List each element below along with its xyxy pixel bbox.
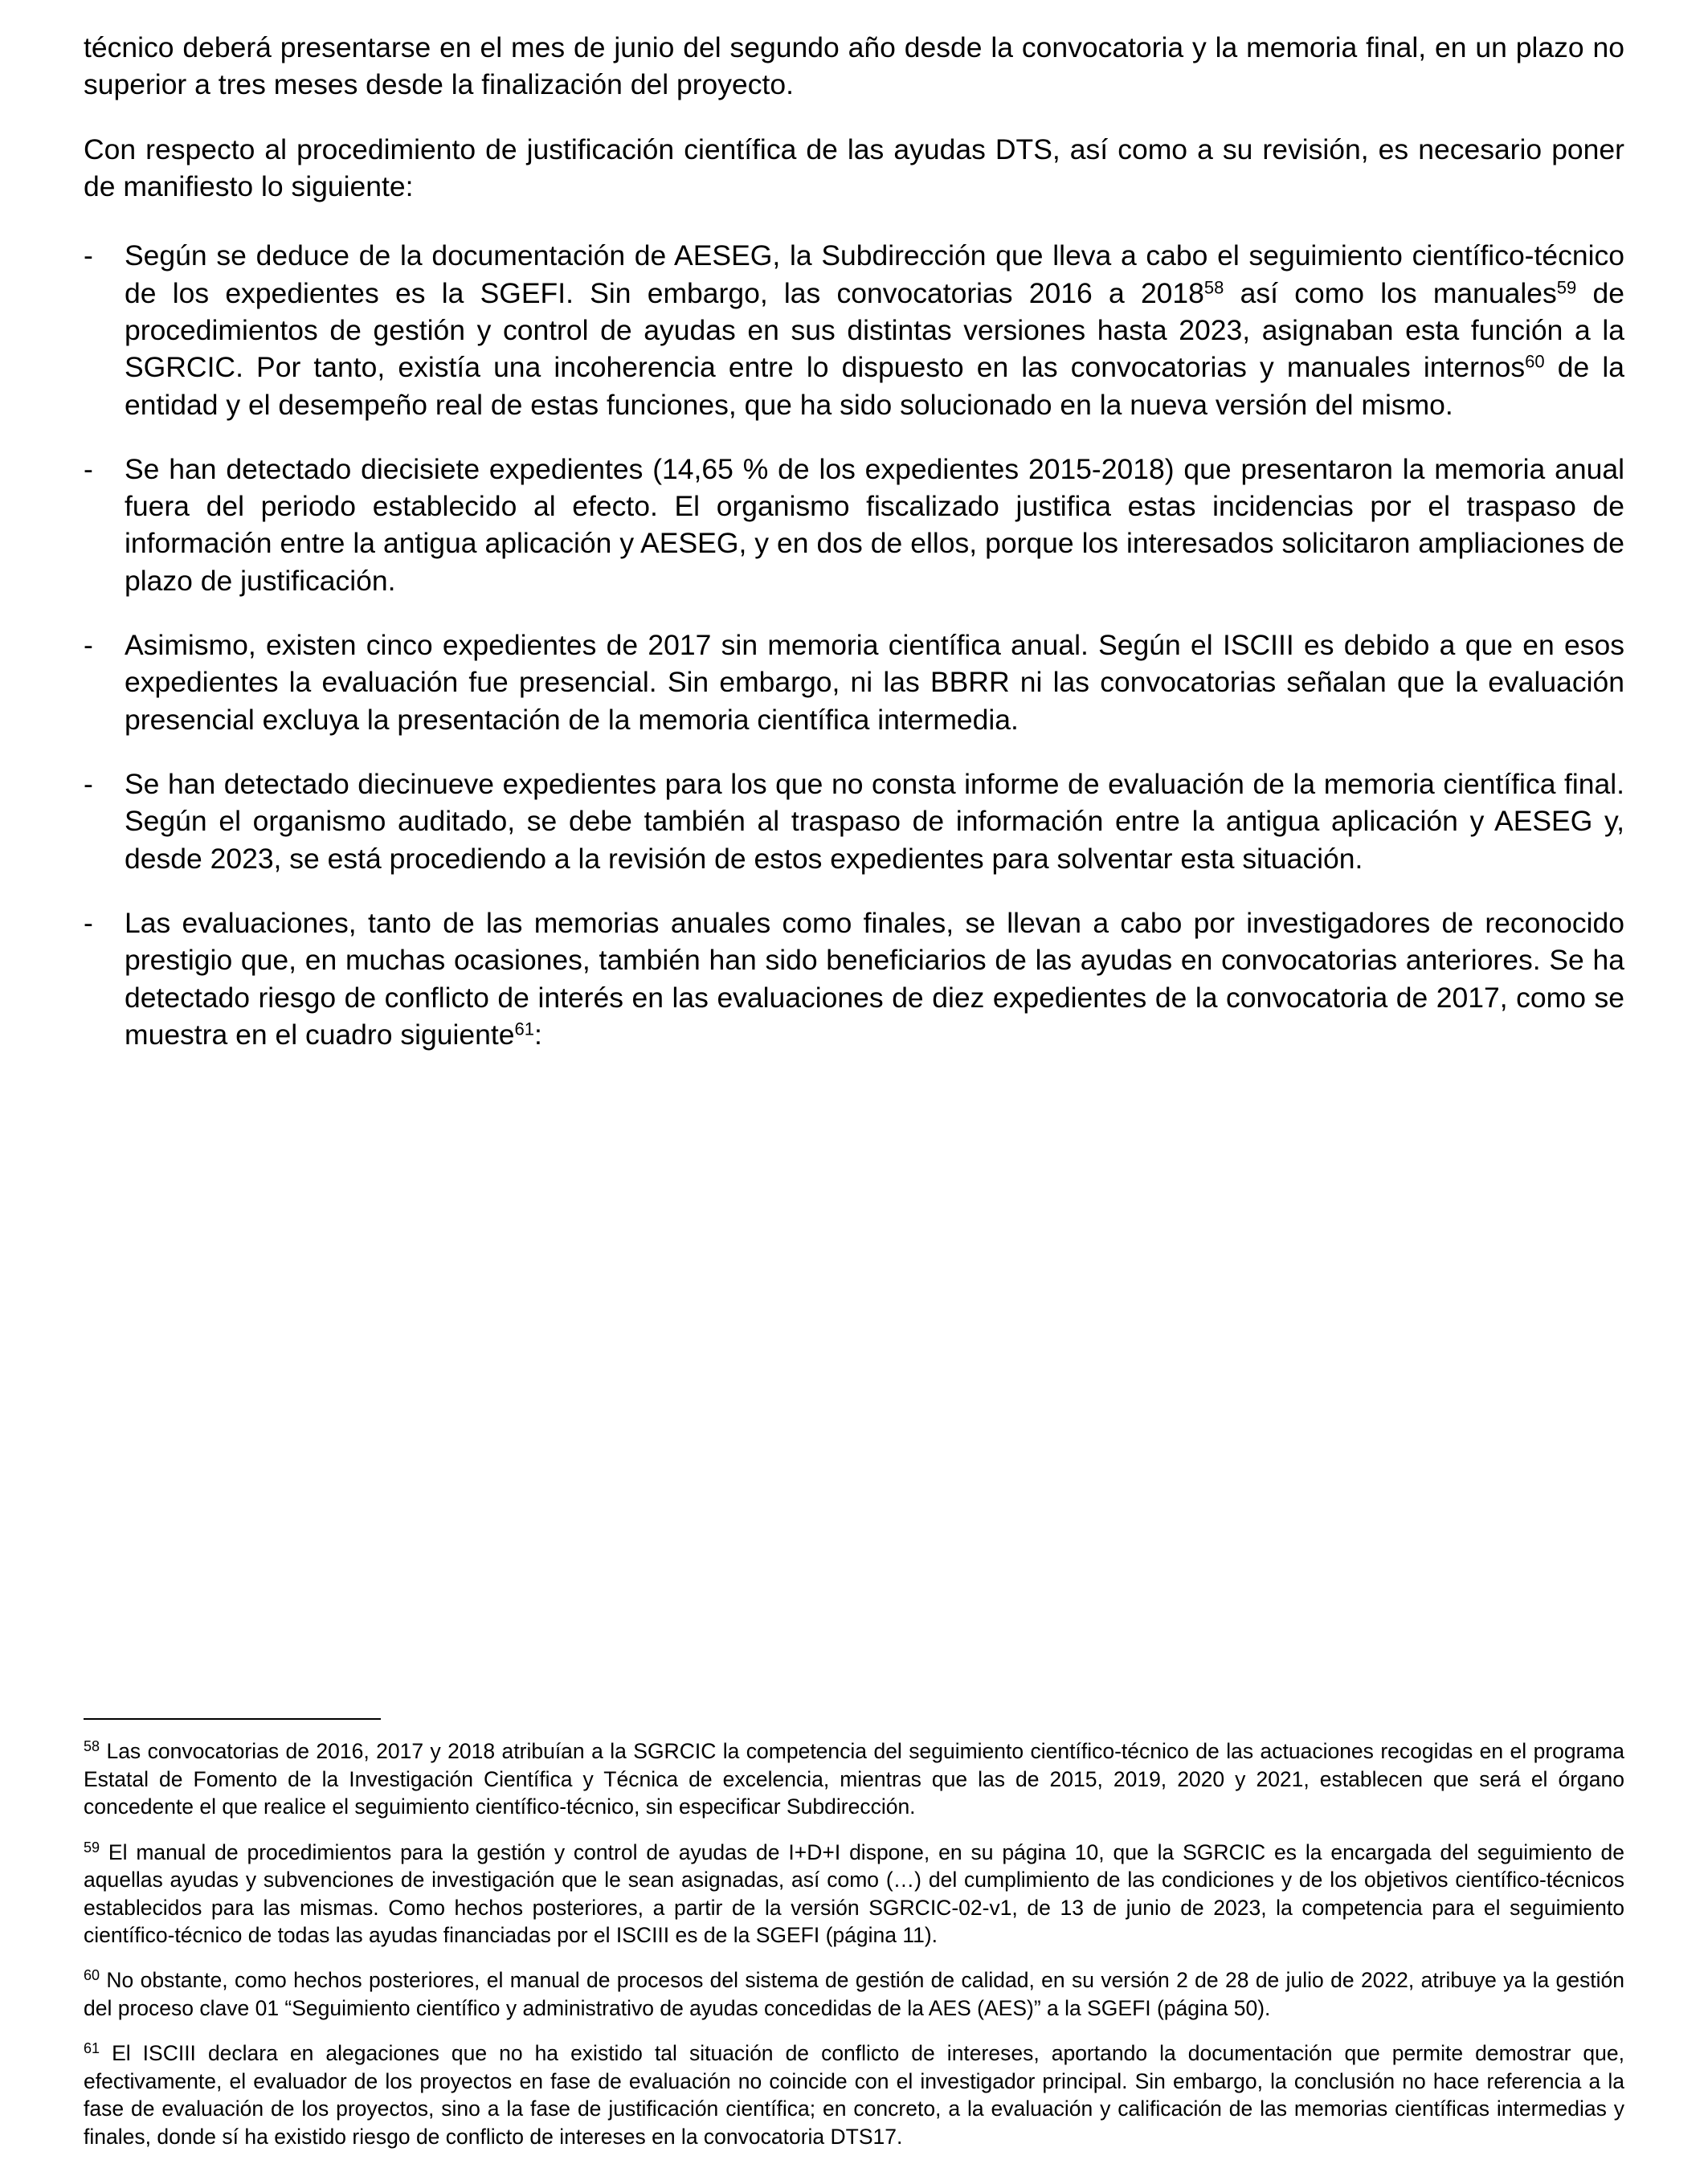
footnote-reference-58[interactable]: 58 (1203, 277, 1224, 298)
footnote-text: Las convocatorias de 2016, 2017 y 2018 atribuían a la SGRCIC la competencia del seguimiento científico-técnico de las actuaciones recogidas en el programa Estatal de Fomento de la Investigación Científica y Técnica de excelencia, mientras que las de 2015, 2019, 2020 y 2021, establecen que será el órgano concedente el que realice el seguimiento científico-técnico, sin especificar Subdirección. (84, 1739, 1624, 1819)
list-item-text-part: Asimismo, existen cinco expedientes de 2017 sin memoria científica anual. Según el ISCIII es debido a que en esos expedientes la evaluación fue presencial. Sin embargo, ni las BBRR ni las convocatorias señalan que la evaluación presencial excluya la presentación de la memoria científica intermedia. (125, 629, 1624, 736)
continued-paragraph: técnico deberá presentarse en el mes de junio del segundo año desde la convocatoria y la memoria final, en un plazo no superior a tres meses desde la finalización del proyecto. (84, 31, 1624, 101)
findings-bullet-list (84, 237, 1624, 1053)
footnote-marker: 60 (84, 1967, 100, 1984)
footnote-section (84, 1718, 1624, 2150)
bullet-dash-icon: - (84, 239, 93, 272)
bullet-dash-icon: - (84, 768, 93, 800)
list-item-text-part: así como los manuales (1224, 276, 1557, 309)
footnote-marker: 59 (84, 1839, 100, 1856)
list-item (84, 904, 1624, 1053)
bullet-dash-icon: - (84, 906, 93, 939)
footnote-marker: 61 (84, 2040, 100, 2057)
list-item (84, 237, 1624, 423)
list-item-text-part: Las evaluaciones, tanto de las memorias anuales como finales, se llevan a cabo por investigadores de reconocido prestigio que, en muchas ocasiones, también han sido beneficiarios de las ayudas en convocatorias anteriores. Se ha detectado riesgo de conflicto de interés en las evaluaciones de diez expedientes de la convocatoria de 2017, como se muestra en el cuadro siguiente (125, 906, 1624, 1051)
footnote-58 (84, 1737, 1624, 1820)
bullet-dash-icon: - (84, 452, 93, 485)
footnote-reference-59[interactable]: 59 (1556, 277, 1577, 298)
list-item-text-part: de procedimientos de gestión y control de ayudas en sus distintas versiones hasta 2023, asignaban esta función a la SGRCIC. Por tanto, existía una incoherencia entre lo dispuesto en las convocatorias y manuales internos (125, 276, 1624, 384)
list-item-text-part: : (533, 1018, 542, 1051)
footnote-61 (84, 2039, 1624, 2150)
footnote-text: No obstante, como hechos posteriores, el manual de procesos del sistema de gestión de calidad, en su versión 2 de 28 de julio de 2022, atribuye ya la gestión del proceso clave 01 “Seguimiento científico y administrativo de ayudas concedidas de la AES (AES)” a la SGEFI (página 50). (84, 1968, 1624, 2020)
footnote-text: El manual de procedimientos para la gestión y control de ayudas de I+D+I dispone, en su página 10, que la SGRCIC es la encargada del seguimiento de aquellas ayudas y subvenciones de investigación que le sean asignadas, así como (…) del cumplimiento de las condiciones y de los objetivos científico-técnicos establecidos para las mismas. Como hechos posteriores, a partir de la versión SGRCIC-02-v1, de 13 de junio de 2023, la competencia para el seguimiento científico-técnico de todas las ayudas financiadas por el ISCIII es de la SGEFI (página 11). (84, 1839, 1624, 1947)
footnote-reference-61[interactable]: 61 (514, 1019, 534, 1039)
list-item (84, 627, 1624, 738)
list-item-text-part: Se han detectado diecisiete expedientes (14,65 % de los expedientes 2015-2018) que presentaron la memoria anual fuera del periodo establecido al efecto. El organismo fiscalizado justifica estas incidencias por el traspaso de información entre la antigua aplicación y AESEG, y en dos de ellos, porque los interesados solicitaron ampliaciones de plazo de justificación. (125, 452, 1624, 597)
list-item (84, 451, 1624, 599)
page-body (84, 29, 1624, 1053)
list-item (84, 766, 1624, 877)
footnote-marker: 58 (84, 1738, 100, 1755)
list-item-text-part: de la entidad y el desempeño real de estas funciones, que ha sido solucionado en la nueva versión del mismo. (125, 351, 1624, 421)
footnote-59 (84, 1839, 1624, 1950)
intro-paragraph: Con respecto al procedimiento de justificación científica de las ayudas DTS, así como a su revisión, es necesario poner de manifiesto lo siguiente: (84, 133, 1624, 202)
footnote-60 (84, 1966, 1624, 2022)
list-item-text-part: Se han detectado diecinueve expedientes para los que no consta informe de evaluación de la memoria científica final. Según el organismo auditado, se debe también al traspaso de información entre la antigua aplicación y AESEG y, desde 2023, se está procediendo a la revisión de estos expedientes para solventar esta situación. (125, 768, 1624, 875)
bullet-dash-icon: - (84, 629, 93, 662)
footnote-text: El ISCIII declara en alegaciones que no ha existido tal situación de conflicto de intereses, aportando la documentación que permite demostrar que, efectivamente, el evaluador de los proyectos en fase de evaluación no coincide con el investigador principal. Sin embargo, la conclusión no hace referencia a la fase de evaluación de los proyectos, sino a la fase de justificación científica; en concreto, a la evaluación y calificación de las memorias científicas intermedias y finales, donde sí ha existido riesgo de conflicto de intereses en la convocatoria DTS17. (84, 2041, 1624, 2149)
list-item-text-part: Según se deduce de la documentación de AESEG, la Subdirección que lleva a cabo el seguimiento científico-técnico de los expedientes es la SGEFI. Sin embargo, las convocatorias 2016 a 2018 (125, 239, 1624, 309)
footnote-separator-rule (84, 1718, 381, 1720)
footnote-reference-60[interactable]: 60 (1525, 351, 1545, 372)
